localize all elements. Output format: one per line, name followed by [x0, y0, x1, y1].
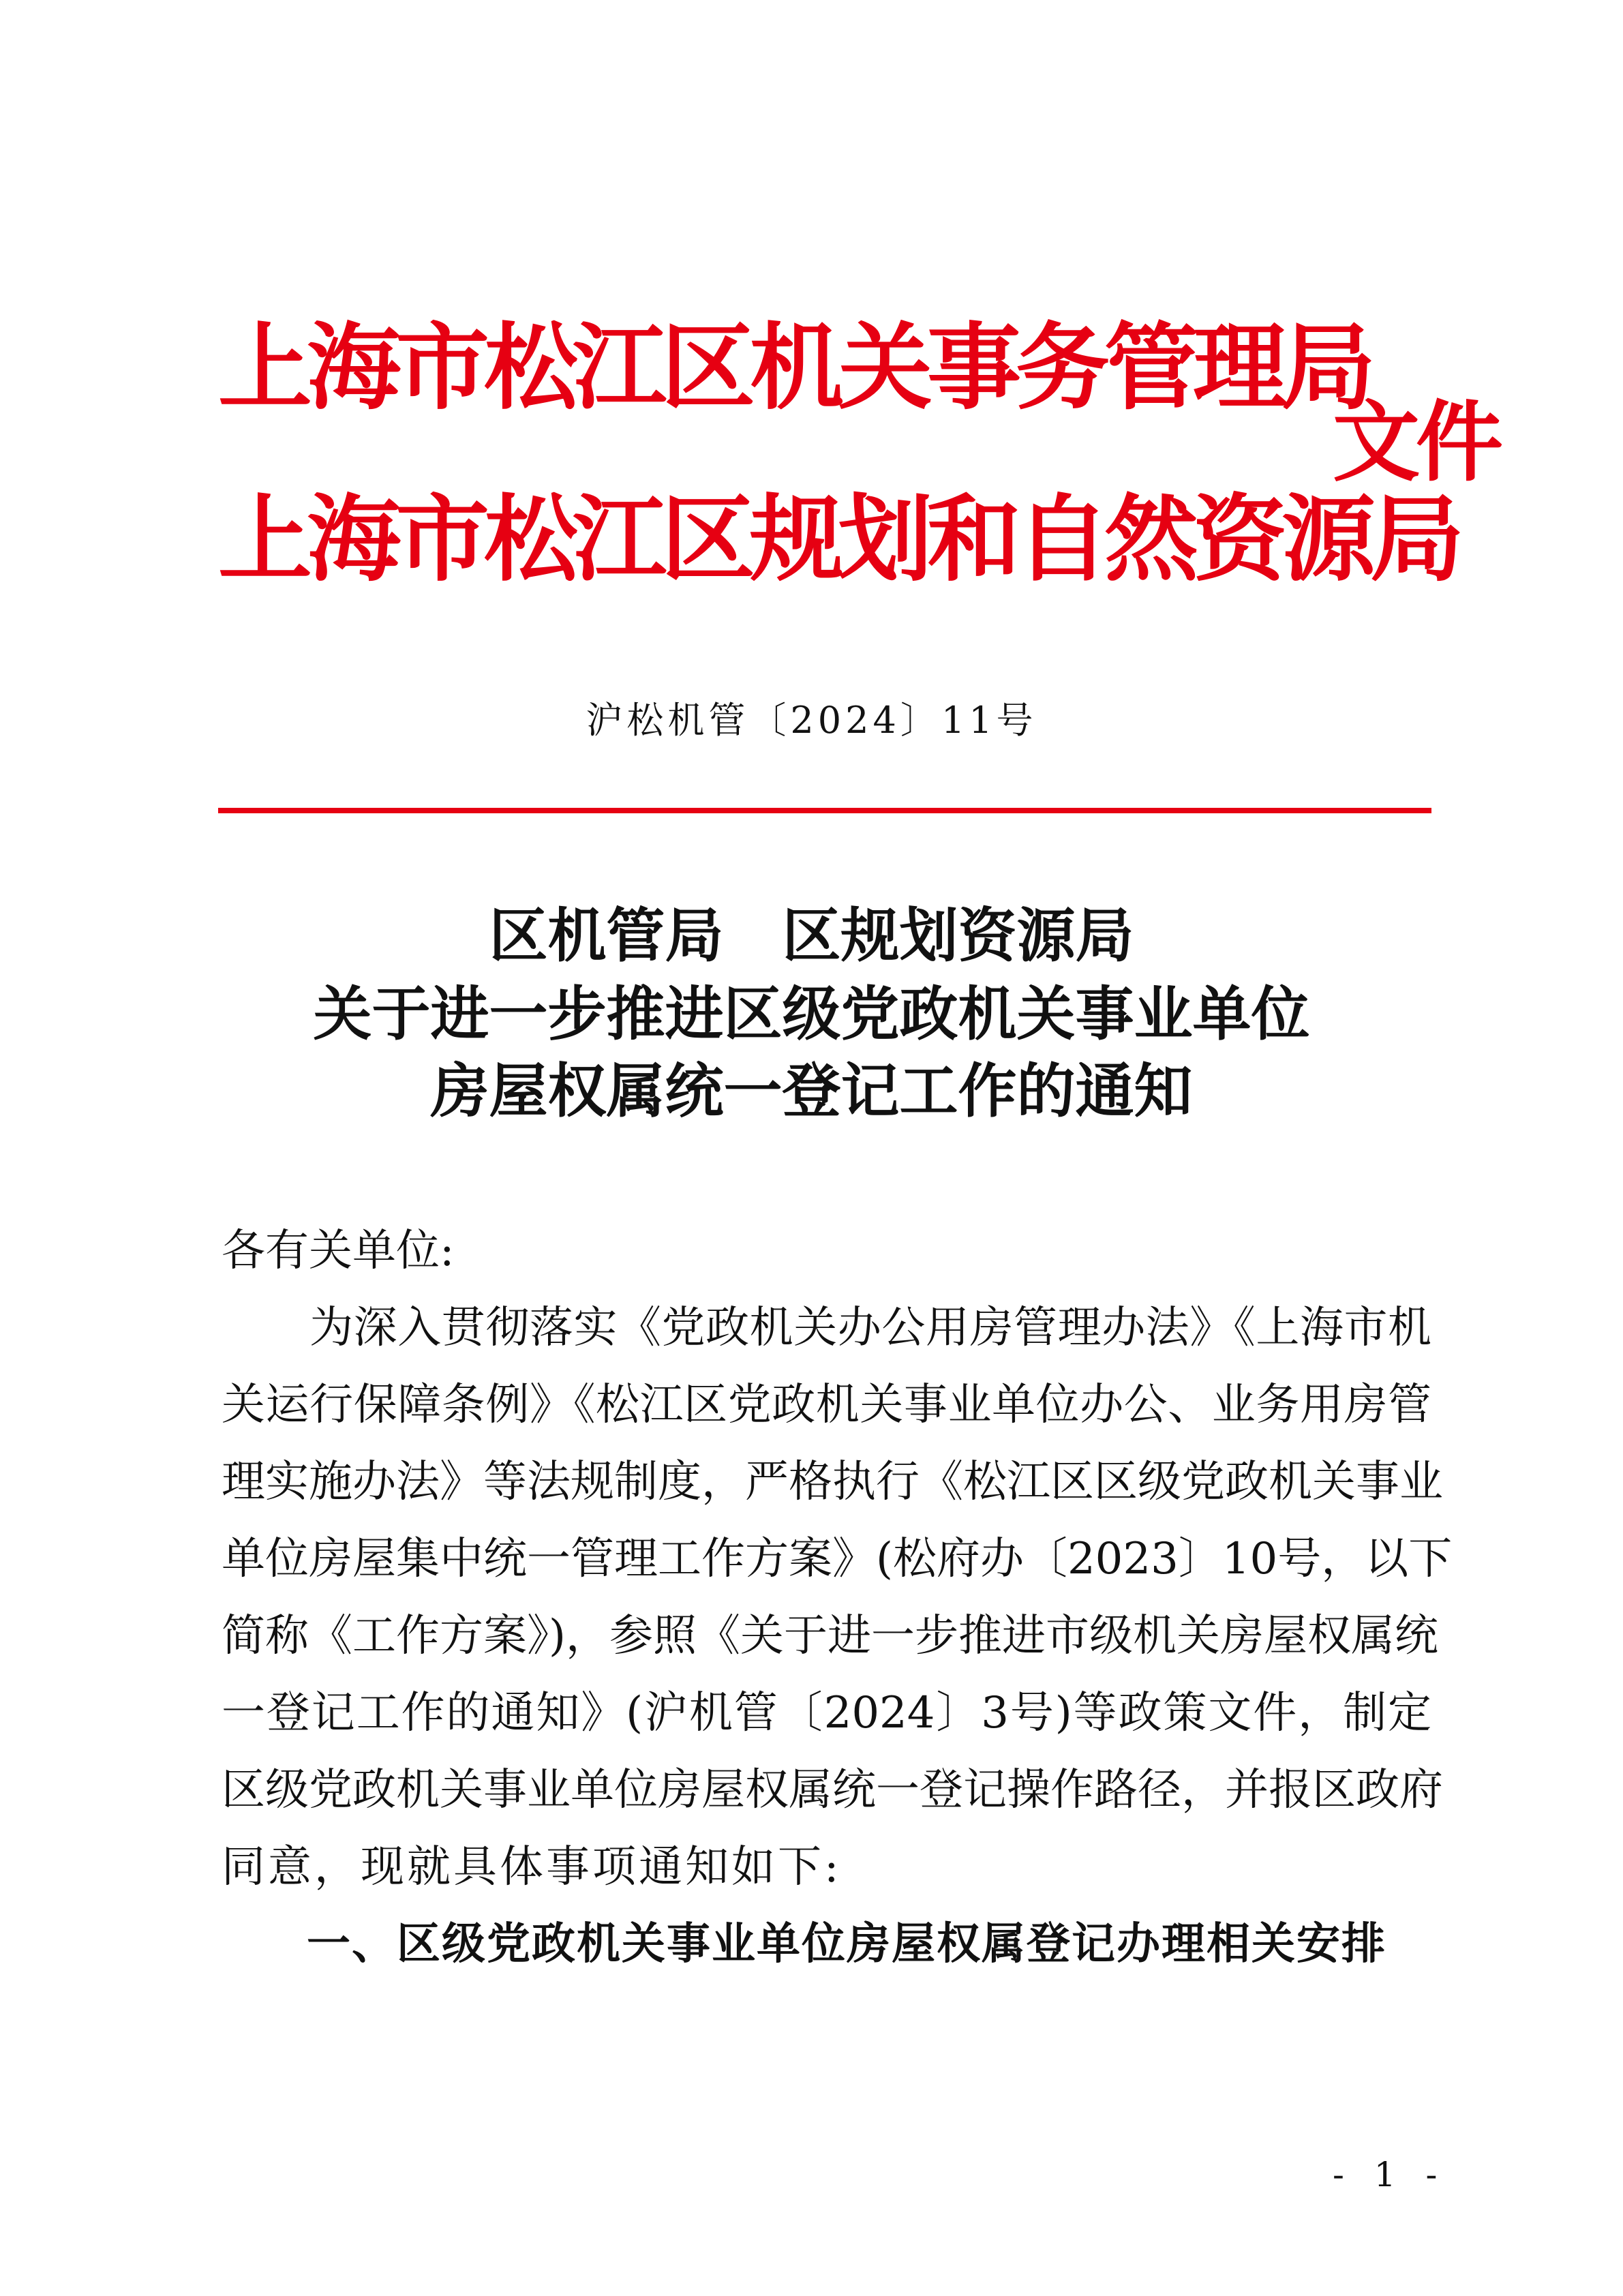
body-line: 关运行保障条例》《松江区党政机关事业单位办公、业务用房管 [222, 1380, 1431, 1430]
body-last-line: 同意，现就具体事项通知如下: [222, 1842, 842, 1892]
title-line-2: 关于进一步推进区级党政机关事业单位 [313, 980, 1310, 1048]
red-divider [218, 808, 1431, 813]
title-line-3: 房屋权属统一登记工作的通知 [430, 1057, 1193, 1126]
body-line: 单位房屋集中统一管理工作方案》(松府办〔2023〕10号，以下 [222, 1534, 1453, 1584]
issuer-name-1: 上海市松江区机关事务管理局 [218, 312, 1371, 423]
document-type-label: 文件 [1333, 391, 1500, 494]
body-line: 为深入贯彻落实《党政机关办公用房管理办法》《上海市机 [222, 1303, 1431, 1353]
issuer-name-2: 上海市松江区规划和自然资源局 [218, 483, 1459, 594]
body-line: 理实施办法》等法规制度，严格执行《松江区区级党政机关事业 [222, 1457, 1443, 1507]
body-line: 简称《工作方案》)，参照《关于进一步推进市级机关房屋权属统 [222, 1611, 1438, 1661]
page-number: - 1 - [1333, 2155, 1447, 2194]
salutation: 各有关单位: [222, 1226, 455, 1276]
title-line-1: 区机管局 区规划资源局 [489, 901, 1134, 970]
body-line: 区级党政机关事业单位房屋权属统一登记操作路径，并报区政府 [222, 1765, 1443, 1815]
document-number: 沪松机管〔2024〕11号 [586, 699, 1037, 742]
section-heading: 一、区级党政机关事业单位房屋权属登记办理相关安排 [307, 1919, 1386, 1969]
body-line: 一登记工作的通知》(沪机管〔2024〕3号)等政策文件，制定 [222, 1688, 1431, 1738]
